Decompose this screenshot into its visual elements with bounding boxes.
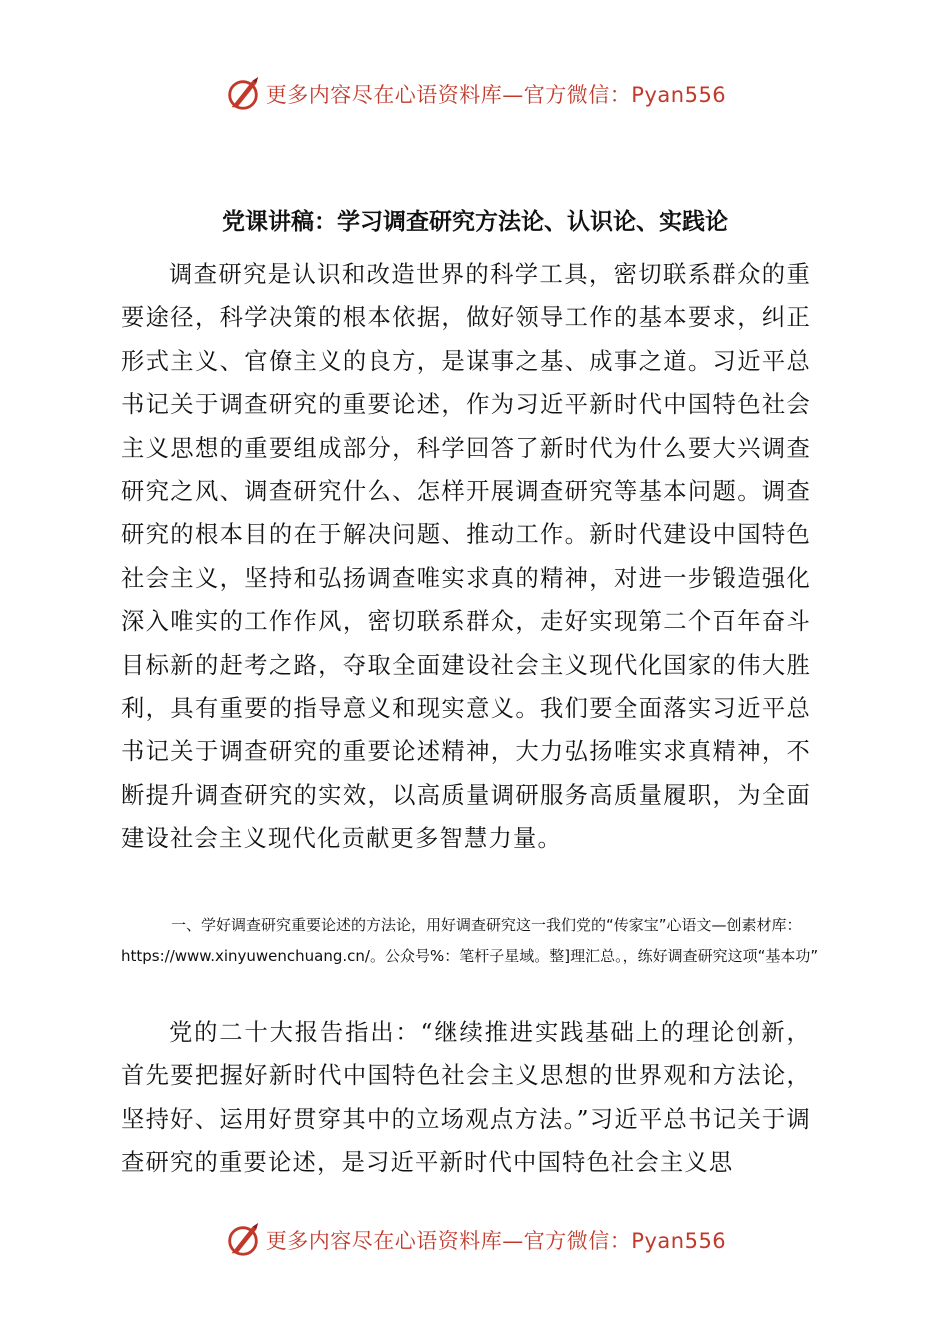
header-banner [0, 72, 950, 116]
quill-pen-logo-icon [224, 1221, 262, 1259]
section-heading: 一、学好调查研究重要论述的方法论，用好调查研究这一我们党的“传家宝”心语文—创素材库：https://www.xinyuwenchuang.cn/。公众号%：笔杆子星域。整]理汇总。，练好调查研究这项“基本功” [121, 916, 819, 965]
quill-pen-logo-icon [224, 75, 262, 113]
body-paragraph-2: 党的二十大报告指出：“继续推进实践基础上的理论创新，首先要把握好新时代中国特色社会主义思想的世界观和方法论，坚持好、运用好贯穿其中的立场观点方法。”习近平总书记关于调查研究的重要论述，是习近平新时代中国特色社会主义思 [121, 1019, 811, 1177]
banner-text: 更多内容尽在心语资料库—官方微信：Pyan556 [265, 83, 727, 107]
banner-text: 更多内容尽在心语资料库—官方微信：Pyan556 [265, 1229, 727, 1253]
footer-banner [0, 1218, 950, 1262]
body-paragraph-1: 调查研究是认识和改造世界的科学工具，密切联系群众的重要途径，科学决策的根本依据，做好领导工作的基本要求，纠正形式主义、官僚主义的良方，是谋事之基、成事之道。习近平总书记关于调查研究的重要论述，作为习近平新时代中国特色社会主义思想的重要组成部分，科学回答了新时代为什么要大兴调查研究之风、调查研究什么、怎样开展调查研究等基本问题。调查研究的根本目的在于解决问题、推动工作。新时代建设中国特色社会主义，坚持和弘扬调查唯实求真的精神，对进一步锻造强化深入唯实的工作作风，密切联系群众，走好实现第二个百年奋斗目标新的赶考之路，夺取全面建设社会主义现代化国家的伟大胜利，具有重要的指导意义和现实意义。我们要全面落实习近平总书记关于调查研究的重要论述精神，大力弘扬唯实求真精神，不断提升调查研究的实效，以高质量调研服务高质量履职，为全面建设社会主义现代化贡献更多智慧力量。 [121, 261, 811, 853]
document-title: 党课讲稿：学习调查研究方法论、认识论、实践论 [222, 209, 728, 235]
